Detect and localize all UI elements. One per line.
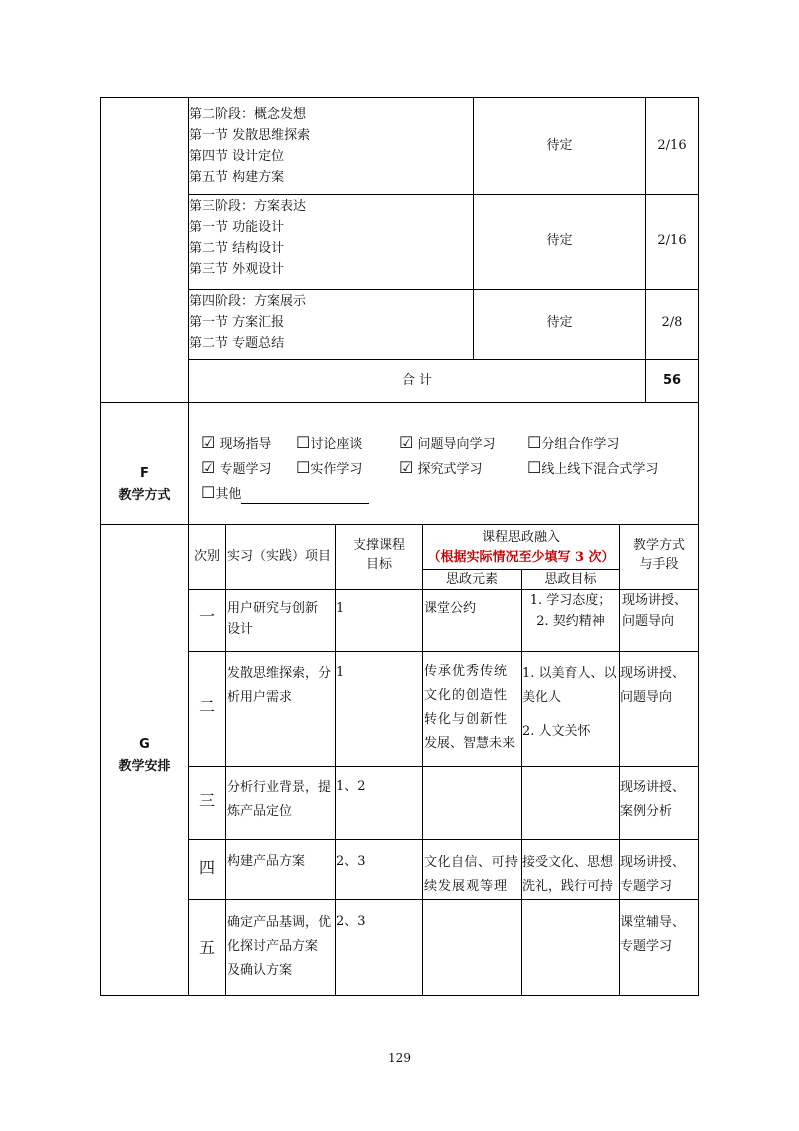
option-group-cooperation[interactable]: ☐分组合作学习: [527, 433, 620, 452]
option-onsite-guidance[interactable]: ☑ 现场指导: [201, 433, 272, 452]
checkbox-empty-icon[interactable]: ☐: [296, 458, 311, 477]
row-order: 三: [198, 791, 215, 810]
checkbox-empty-icon[interactable]: ☐: [201, 483, 216, 502]
section-g-letter: G: [139, 737, 150, 752]
header-elements: 思政元素: [445, 572, 498, 587]
option-practical-learning[interactable]: ☐实作学习: [296, 458, 363, 477]
row-goals: 接受文化、思想 洗礼，践行可持: [522, 855, 614, 894]
row-project: 构建产品方案: [227, 854, 306, 869]
checkbox-checked-icon[interactable]: ☑: [399, 458, 414, 477]
section-f-letter: F: [140, 466, 149, 481]
section-f-title: 教学方式: [118, 488, 171, 503]
row-order: 一: [198, 607, 215, 626]
row-method: 现场讲授、 专题学习: [620, 855, 686, 894]
section-g-title: 教学安排: [118, 759, 171, 774]
row-project: 用户研究与创新 设计: [227, 601, 319, 637]
row-support: 2、3: [336, 914, 366, 929]
row-goals: 1. 以美育人、以 美化人 2. 人文关怀: [522, 666, 617, 739]
header-ideology: 课程思政融入: [481, 530, 560, 545]
option-blended-learning[interactable]: ☐线上线下混合式学习: [527, 458, 659, 477]
header-ideology-note: （根据实际情况至少填写 3 次）: [427, 550, 615, 565]
other-input-line[interactable]: [241, 489, 369, 504]
row-project: 分析行业背景，提 炼产品定位: [227, 780, 332, 819]
header-method: 教学方式与手段: [632, 538, 685, 572]
option-other[interactable]: ☐其他: [201, 484, 369, 504]
row-method: 课堂辅导、 专题学习: [620, 915, 686, 954]
checkbox-checked-icon[interactable]: ☑: [399, 433, 414, 452]
checkbox-empty-icon[interactable]: ☐: [296, 433, 311, 452]
stage-lines: 第四阶段：方案展示 第一节 方案汇报 第二节 专题总结: [189, 294, 307, 351]
row-support: 1、2: [336, 779, 366, 794]
total-value: 56: [662, 373, 682, 388]
row-support: 1: [336, 665, 345, 680]
checkbox-empty-icon[interactable]: ☐: [527, 433, 542, 452]
row-elements: 文化自信、可持 续发展观等理: [424, 855, 519, 894]
row-goals: 1. 学习态度； 2. 契约精神: [529, 593, 612, 629]
row-order: 四: [198, 858, 215, 877]
row-project: 发散思维探索，分 析用户需求: [227, 666, 332, 705]
stage-hours: 2/16: [657, 138, 687, 153]
stage-status: 待定: [546, 138, 573, 153]
row-method: 现场讲授、 案例分析: [620, 780, 686, 819]
row-elements: 课堂公约: [424, 601, 477, 616]
total-label: 合 计: [401, 373, 433, 388]
option-problem-oriented[interactable]: ☑ 问题导向学习: [399, 433, 496, 452]
header-project: 实习（实践）项目: [227, 549, 332, 564]
header-support: 支撑课程目标: [352, 538, 405, 572]
stage-lines: 第三阶段：方案表达 第一节 功能设计 第二节 结构设计 第三节 外观设计: [189, 199, 307, 277]
section-g-heading: [101, 734, 188, 778]
row-support: 2、3: [336, 854, 366, 869]
option-inquiry-learning[interactable]: ☑ 探究式学习: [399, 458, 483, 477]
option-topic-learning[interactable]: ☑ 专题学习: [201, 458, 272, 477]
row-order: 二: [198, 697, 215, 716]
checkbox-checked-icon[interactable]: ☑: [201, 458, 216, 477]
row-support: 1: [336, 601, 345, 616]
row-method: 现场讲授、 问题导向: [622, 593, 688, 629]
header-goals: 思政目标: [544, 572, 597, 587]
header-order: 次别: [193, 549, 220, 564]
stage-hours: 2/8: [661, 315, 683, 330]
stage-lines: 第二阶段：概念发想 第一节 发散思维探索 第四节 设计定位 第五节 构建方案: [189, 107, 311, 185]
stage-status: 待定: [546, 233, 573, 248]
checkbox-checked-icon[interactable]: ☑: [201, 433, 216, 452]
stage-status: 待定: [546, 315, 573, 330]
option-discussion[interactable]: ☐讨论座谈: [296, 433, 363, 452]
row-method: 现场讲授、 问题导向: [620, 666, 686, 705]
stage-hours: 2/16: [657, 233, 687, 248]
row-elements: 传承优秀传统 文化的创造性 转化与创新性 发展、智慧未来: [424, 664, 516, 751]
row-order: 五: [198, 938, 215, 957]
section-f-heading: [101, 463, 188, 507]
checkbox-empty-icon[interactable]: ☐: [527, 458, 542, 477]
page-number: 129: [388, 1051, 411, 1065]
row-project: 确定产品基调，优 化探讨产品方案 及确认方案: [227, 915, 332, 978]
